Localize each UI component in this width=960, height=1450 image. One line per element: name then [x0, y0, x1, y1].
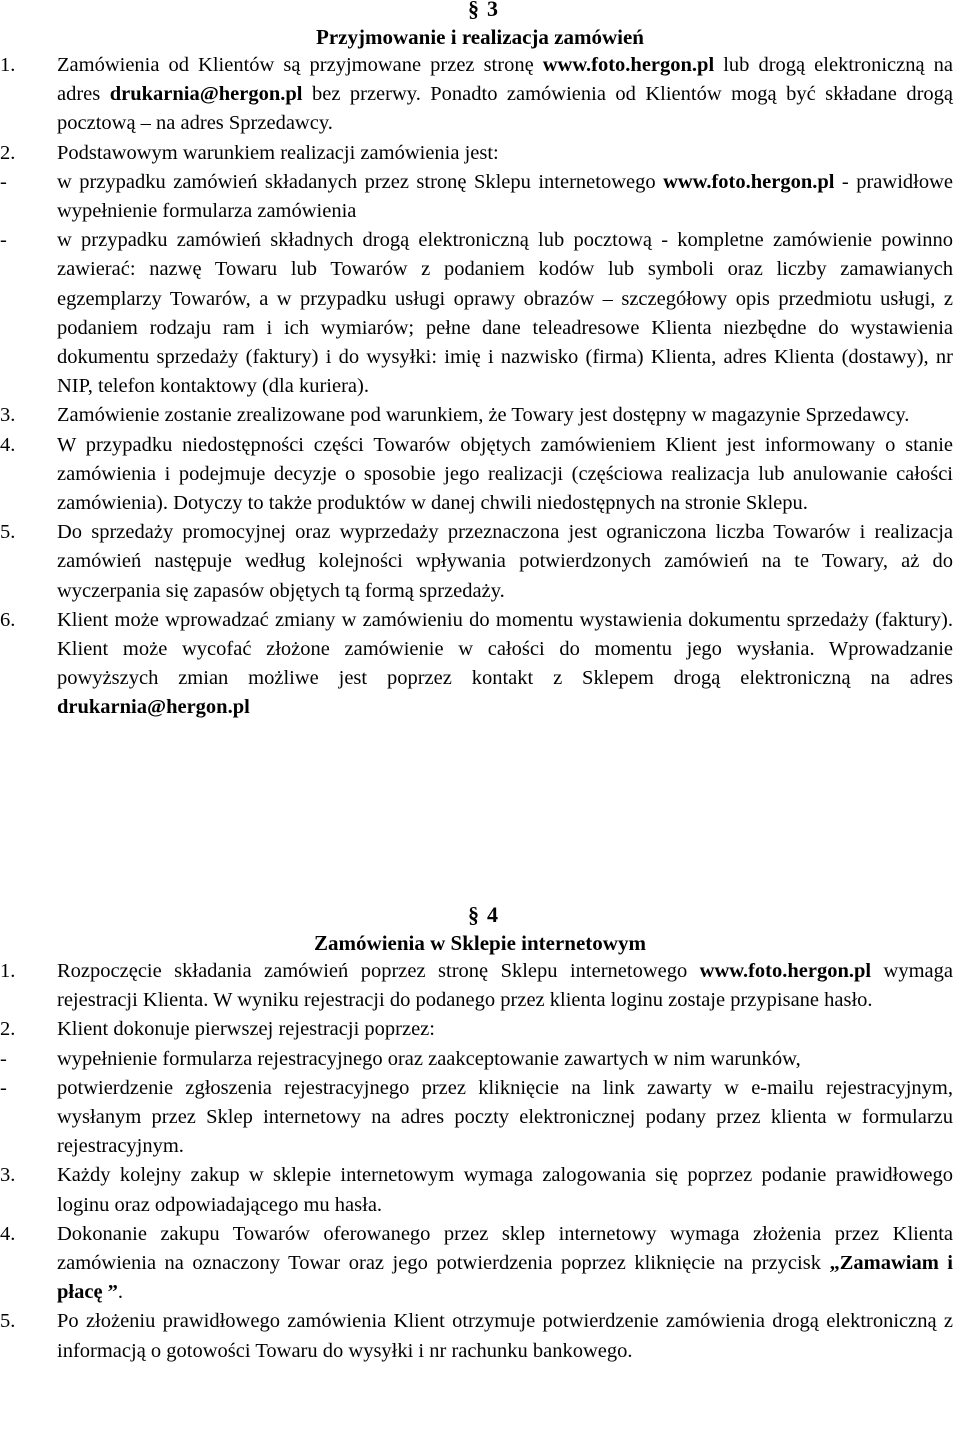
section-3-title: Przyjmowanie i realizacja zamówień [316, 25, 644, 49]
text-run: - prawidłowe wypełnienie formularza zamówienia [57, 170, 953, 223]
item-text [57, 960, 953, 1011]
dash-bullet: - [0, 229, 7, 252]
section-4-title: Zamówienia w Sklepie internetowym [314, 931, 646, 955]
item-number: 4. [0, 433, 16, 456]
section-number: 4 [487, 902, 498, 927]
sub-item-text [57, 1048, 801, 1070]
item-text [57, 142, 499, 164]
item-text [57, 1223, 953, 1303]
section-4-heading-number [0, 900, 960, 930]
text-run: Dokonanie zakupu Towarów oferowanego przez sklep internetowy wymaga złożenia przez Klienta zamówienia na oznaczony Towar oraz jego potwierdzenia poprzez kliknięcie na przycisk [57, 1222, 953, 1275]
paragraph-sign: § [468, 0, 479, 21]
bold-text: www.foto.hergon.pl [542, 54, 715, 76]
text-run: Zamówienie zostanie zrealizowane pod warunkiem, że Towary jest dostępny w magazynie Sprzedawcy. [57, 404, 910, 427]
item-number: 3. [0, 1164, 16, 1187]
item-number: 2. [0, 141, 16, 164]
section-4-items [0, 957, 960, 1366]
bold-text: www.foto.hergon.pl [699, 960, 872, 982]
sub-item-text [57, 229, 953, 397]
sub-item-text [57, 1077, 953, 1157]
section-3-items [0, 51, 960, 723]
text-run: w przypadku zamówień składnych drogą elektroniczną lub pocztową - kompletne zamówienie powinno zawierać: nazwę Towaru lub Towarów z podaniem kodów lub symboli oraz liczby zamawianych egzemplarzy Towarów, a w przypadku usługi oprawy obrazów – szczegółowy opis przedmiotu usługi, z podaniem rodzaju ram i ich wymiarów; pełne dane teleadresowe Klienta niezbędne do wystawienia dokumentu sprzedaży (faktury) i do wysyłki: imię i nazwisko (firma) Klienta, adres Klienta (dostawy), nr NIP, telefon kontaktowy (dla kuriera). [57, 229, 953, 398]
text-run: Do sprzedaży promocyjnej oraz wyprzedaży przeznaczona jest ograniczona liczba Towarów i realizacja zamówień następuje według kolejności wpływania potwierdzonych zamówień na te Towary, aż do wyczerpania się zapasów objętych tą formą sprzedaży. [57, 521, 953, 602]
list-item [0, 518, 960, 606]
sub-list-item [0, 226, 960, 401]
text-run: W przypadku niedostępności części Towarów objętych zamówieniem Klient jest informowany o stanie zamówienia i podejmuje decyzje o sposobie jego realizacji (częściowa realizacja lub anulowanie całości zamówienia). Dotyczy to także produktów w danej chwili niedostępnych na stronie Sklepu. [57, 433, 953, 515]
list-item [0, 957, 960, 1015]
sub-list-item [0, 1045, 960, 1074]
text-run: Zamówienia od Klientów są przyjmowane przez stronę [57, 54, 543, 76]
list-item [0, 401, 960, 430]
list-item [0, 51, 960, 139]
item-number: 6. [0, 608, 16, 631]
item-number: 3. [0, 404, 16, 427]
dash-bullet: - [0, 1076, 7, 1099]
text-run: w przypadku zamówień składanych przez stronę Sklepu internetowego [57, 170, 664, 193]
item-number: 4. [0, 1222, 16, 1245]
text-run: . [117, 1281, 124, 1304]
section-4 [0, 900, 960, 1366]
text-run: Klient dokonuje pierwszej rejestracji poprzez: [57, 1018, 435, 1041]
list-item [0, 1220, 960, 1308]
text-run: wypełnienie formularza rejestracyjnego oraz zaakceptowanie zawartych w nim warunków, [57, 1047, 801, 1070]
list-item [0, 431, 960, 519]
item-text [57, 434, 953, 514]
item-number: 2. [0, 1018, 16, 1041]
text-run: Klient może wprowadzać zmiany w zamówieniu do momentu wystawienia dokumentu sprzedaży (faktury). Klient może wycofać złożone zamówienie w całości do momentu jego wysłania. Wprowadzanie powyższych zmian możliwe jest poprzez kontakt z Sklepem drogą elektroniczną na adres [57, 608, 953, 690]
item-number: 1. [0, 960, 16, 982]
bold-text: drukarnia@hergon.pl [109, 83, 303, 106]
section-3 [0, 0, 960, 723]
list-item [0, 139, 960, 168]
list-item [0, 1161, 960, 1219]
text-run: Każdy kolejny zakup w sklepie internetowym wymaga zalogowania się poprzez podanie prawidłowego loginu oraz odpowiadającego mu hasła. [57, 1164, 953, 1216]
text-run: potwierdzenie zgłoszenia rejestracyjnego przez kliknięcie na link zawarty w e-mailu rejestracyjnym, wysłanym przez Sklep internetowy na adres poczty elektronicznej podany przez klienta w formularzu rejestracyjnym. [57, 1076, 953, 1158]
item-number: 1. [0, 54, 16, 76]
sub-item-text [57, 171, 953, 222]
sub-list-item [0, 168, 960, 226]
item-text [57, 609, 953, 719]
text-run: wymaga rejestracji Klienta. W wyniku rejestracji do podanego przez klienta loginu zostaje przypisane hasło. [57, 960, 953, 1012]
section-3-heading-number [0, 0, 960, 24]
text-run: Po złożeniu prawidłowego zamówienia Klient otrzymuje potwierdzenie zamówienia drogą elektroniczną z informacją o gotowości Towaru do wysyłki i nr rachunku bankowego. [57, 1310, 953, 1362]
text-run: Rozpoczęcie składania zamówień poprzez stronę Sklepu internetowego [57, 960, 700, 982]
dash-bullet: - [0, 170, 7, 193]
dash-bullet: - [0, 1047, 7, 1070]
paragraph-sign: § [468, 902, 479, 927]
item-number: 5. [0, 521, 16, 544]
list-item [0, 606, 960, 723]
item-text [57, 404, 909, 426]
list-item [0, 1015, 960, 1044]
list-item [0, 1307, 960, 1365]
item-number: 5. [0, 1310, 16, 1333]
text-run: Podstawowym warunkiem realizacji zamówienia jest: [57, 141, 499, 164]
section-number: 3 [487, 0, 498, 21]
item-text [57, 1310, 953, 1361]
sub-list-item [0, 1074, 960, 1162]
item-text [57, 521, 953, 601]
item-text [57, 54, 953, 134]
item-text [57, 1018, 435, 1040]
bold-text: drukarnia@hergon.pl [57, 696, 250, 719]
bold-text: „Zamawiam i płacę ” [57, 1252, 953, 1304]
text-run: bez przerwy. Ponadto zamówienia od Klientów mogą być składane drogą pocztową – na adres Sprzedawcy. [57, 83, 953, 135]
text-run: lub drogą elektroniczną na adres [57, 54, 953, 106]
bold-text: www.foto.hergon.pl [663, 170, 835, 193]
item-text [57, 1164, 953, 1215]
